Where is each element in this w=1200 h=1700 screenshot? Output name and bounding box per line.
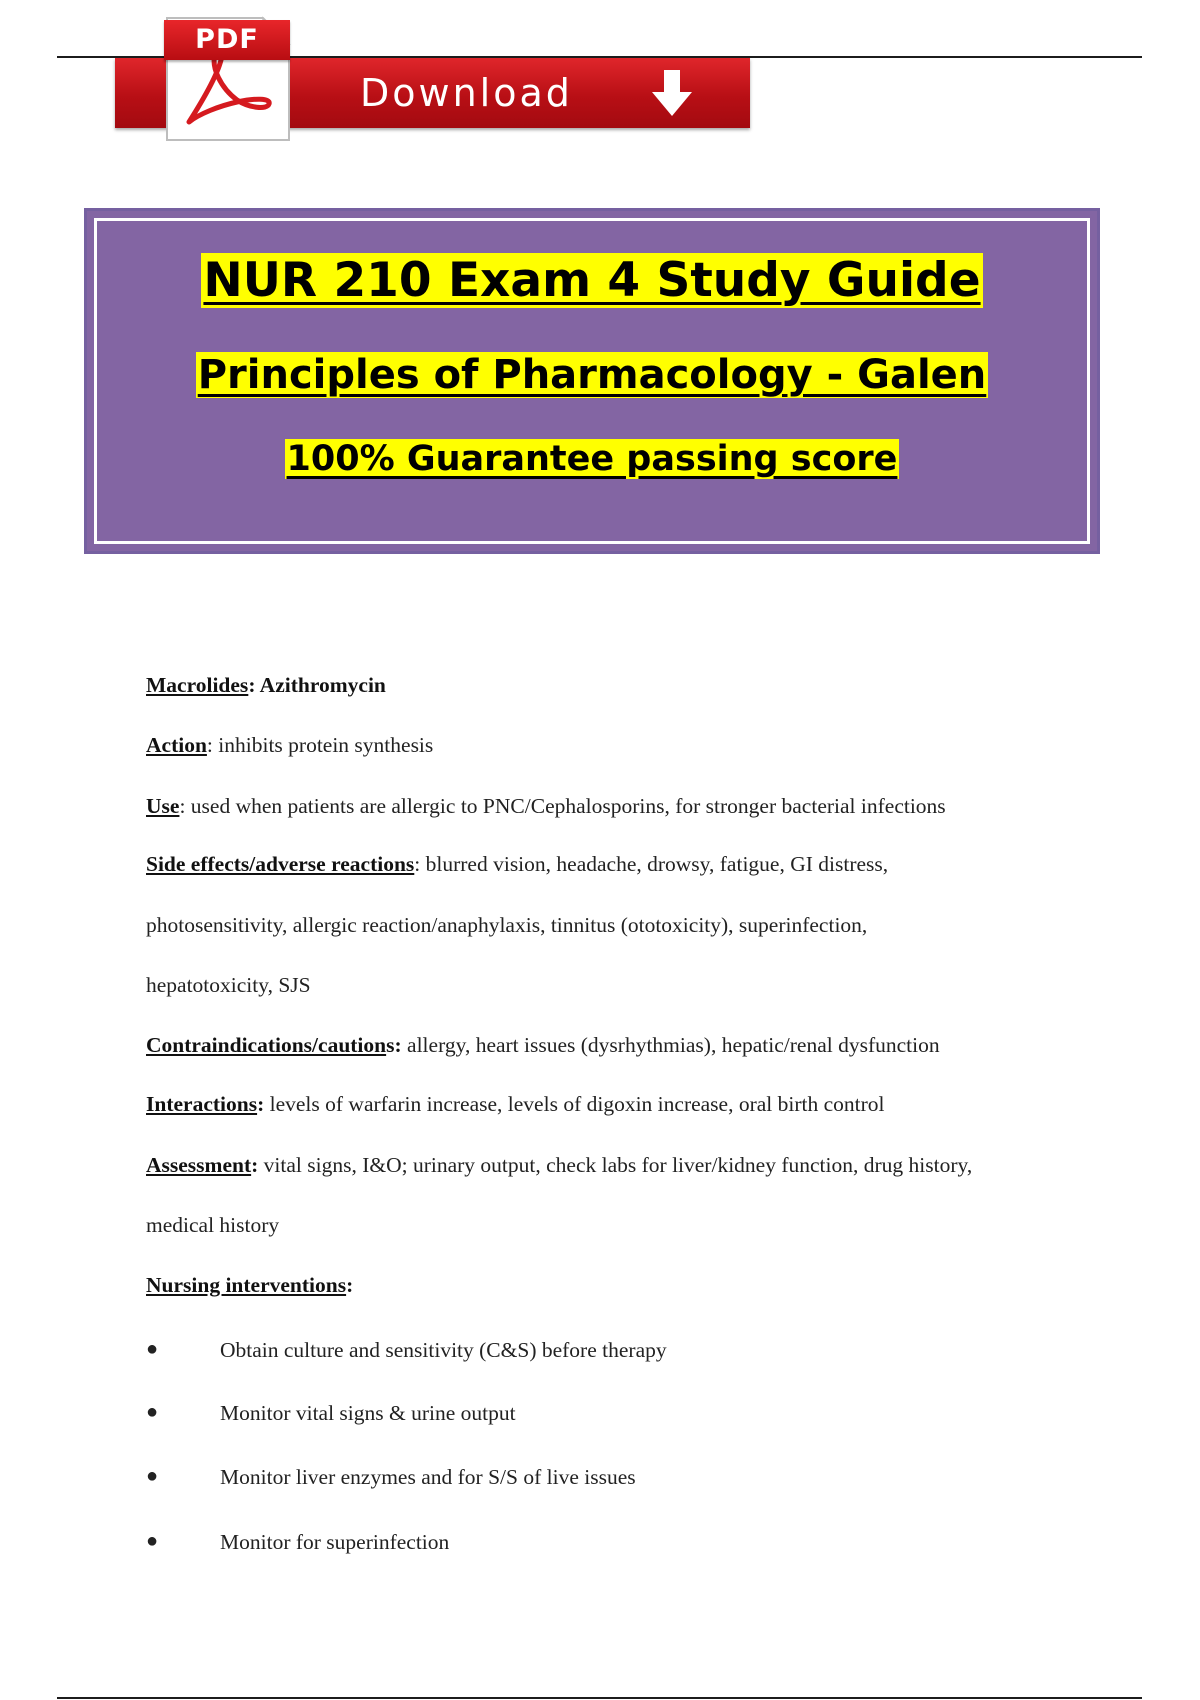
side-effects-text-1: : blurred vision, headache, drowsy, fatigue, GI distress, [414,852,889,876]
drug-heading [146,673,386,698]
side-effects-line-1 [146,852,888,877]
download-label: Download [360,71,573,115]
assessment-sep: : [251,1153,259,1177]
action-line [146,733,433,758]
list-item [146,1465,636,1490]
interactions-label: Interactions [146,1092,258,1116]
heading-sep: : [248,673,256,697]
side-effects-label: Side effects/adverse reactions [146,852,415,876]
title-line-1: NUR 210 Exam 4 Study Guide [203,253,981,308]
bullet-icon: ● [146,1401,159,1423]
bottom-rule [57,1697,1142,1699]
assessment-text-1: vital signs, I&O; urinary output, check labs for liver/kidney function, drug history, [258,1153,973,1177]
side-effects-line-3 [146,973,311,998]
side-effects-text-2: photosensitivity, allergic reaction/anaphylaxis, tinnitus (ototoxicity), superinfection, [146,913,868,937]
interactions-line [146,1092,885,1117]
download-arrow-icon [650,70,694,118]
contraindications-text: allergy, heart issues (dysrhythmias), hepatic/renal dysfunction [401,1033,940,1057]
side-effects-text-3: hepatotoxicity, SJS [146,973,311,997]
list-item-text: Obtain culture and sensitivity (C&S) before therapy [220,1338,667,1362]
list-item [146,1530,450,1555]
contraindications-label-tail: s: [386,1033,402,1057]
list-item-text: Monitor vital signs & urine output [220,1401,516,1425]
nursing-sep: : [346,1273,354,1297]
assessment-line-1 [146,1153,972,1178]
action-text: : inhibits protein synthesis [206,733,434,757]
use-text: : used when patients are allergic to PNC/Cephalosporins, for stronger bacterial infections [179,794,946,818]
bullet-icon: ● [146,1465,159,1487]
drug-name: Azithromycin [255,673,386,697]
guarantee-line [87,439,1097,479]
title-line-2: Principles of Pharmacology - Galen [197,352,987,398]
title-box [84,208,1100,554]
assessment-label: Assessment [146,1153,252,1177]
side-effects-line-2 [146,913,867,938]
assessment-text-2: medical history [146,1213,280,1237]
contraindications-line [146,1033,940,1058]
action-label: Action [146,733,207,757]
list-item-text: Monitor liver enzymes and for S/S of live issues [220,1465,636,1489]
pdf-label: PDF [164,20,290,60]
list-item-text: Monitor for superinfection [220,1530,450,1554]
nursing-interventions-heading [146,1273,353,1298]
use-label: Use [146,794,180,818]
assessment-line-2 [146,1213,279,1238]
pdf-download-banner[interactable] [115,10,750,142]
document-subtitle [87,352,1097,398]
title-line-3: 100% Guarantee passing score [286,439,898,479]
document-title [87,253,1097,308]
nursing-label: Nursing interventions [146,1273,347,1297]
bullet-icon: ● [146,1338,159,1360]
list-item [146,1401,516,1426]
contraindications-label: Contraindications/caution [146,1033,387,1057]
bullet-icon: ● [146,1530,159,1552]
drug-class-label: Macrolides [146,673,249,697]
use-line [146,794,946,819]
list-item [146,1338,667,1363]
pdf-file-icon [159,14,293,142]
interactions-text: levels of warfarin increase, levels of digoxin increase, oral birth control [264,1092,885,1116]
interactions-sep: : [257,1092,265,1116]
